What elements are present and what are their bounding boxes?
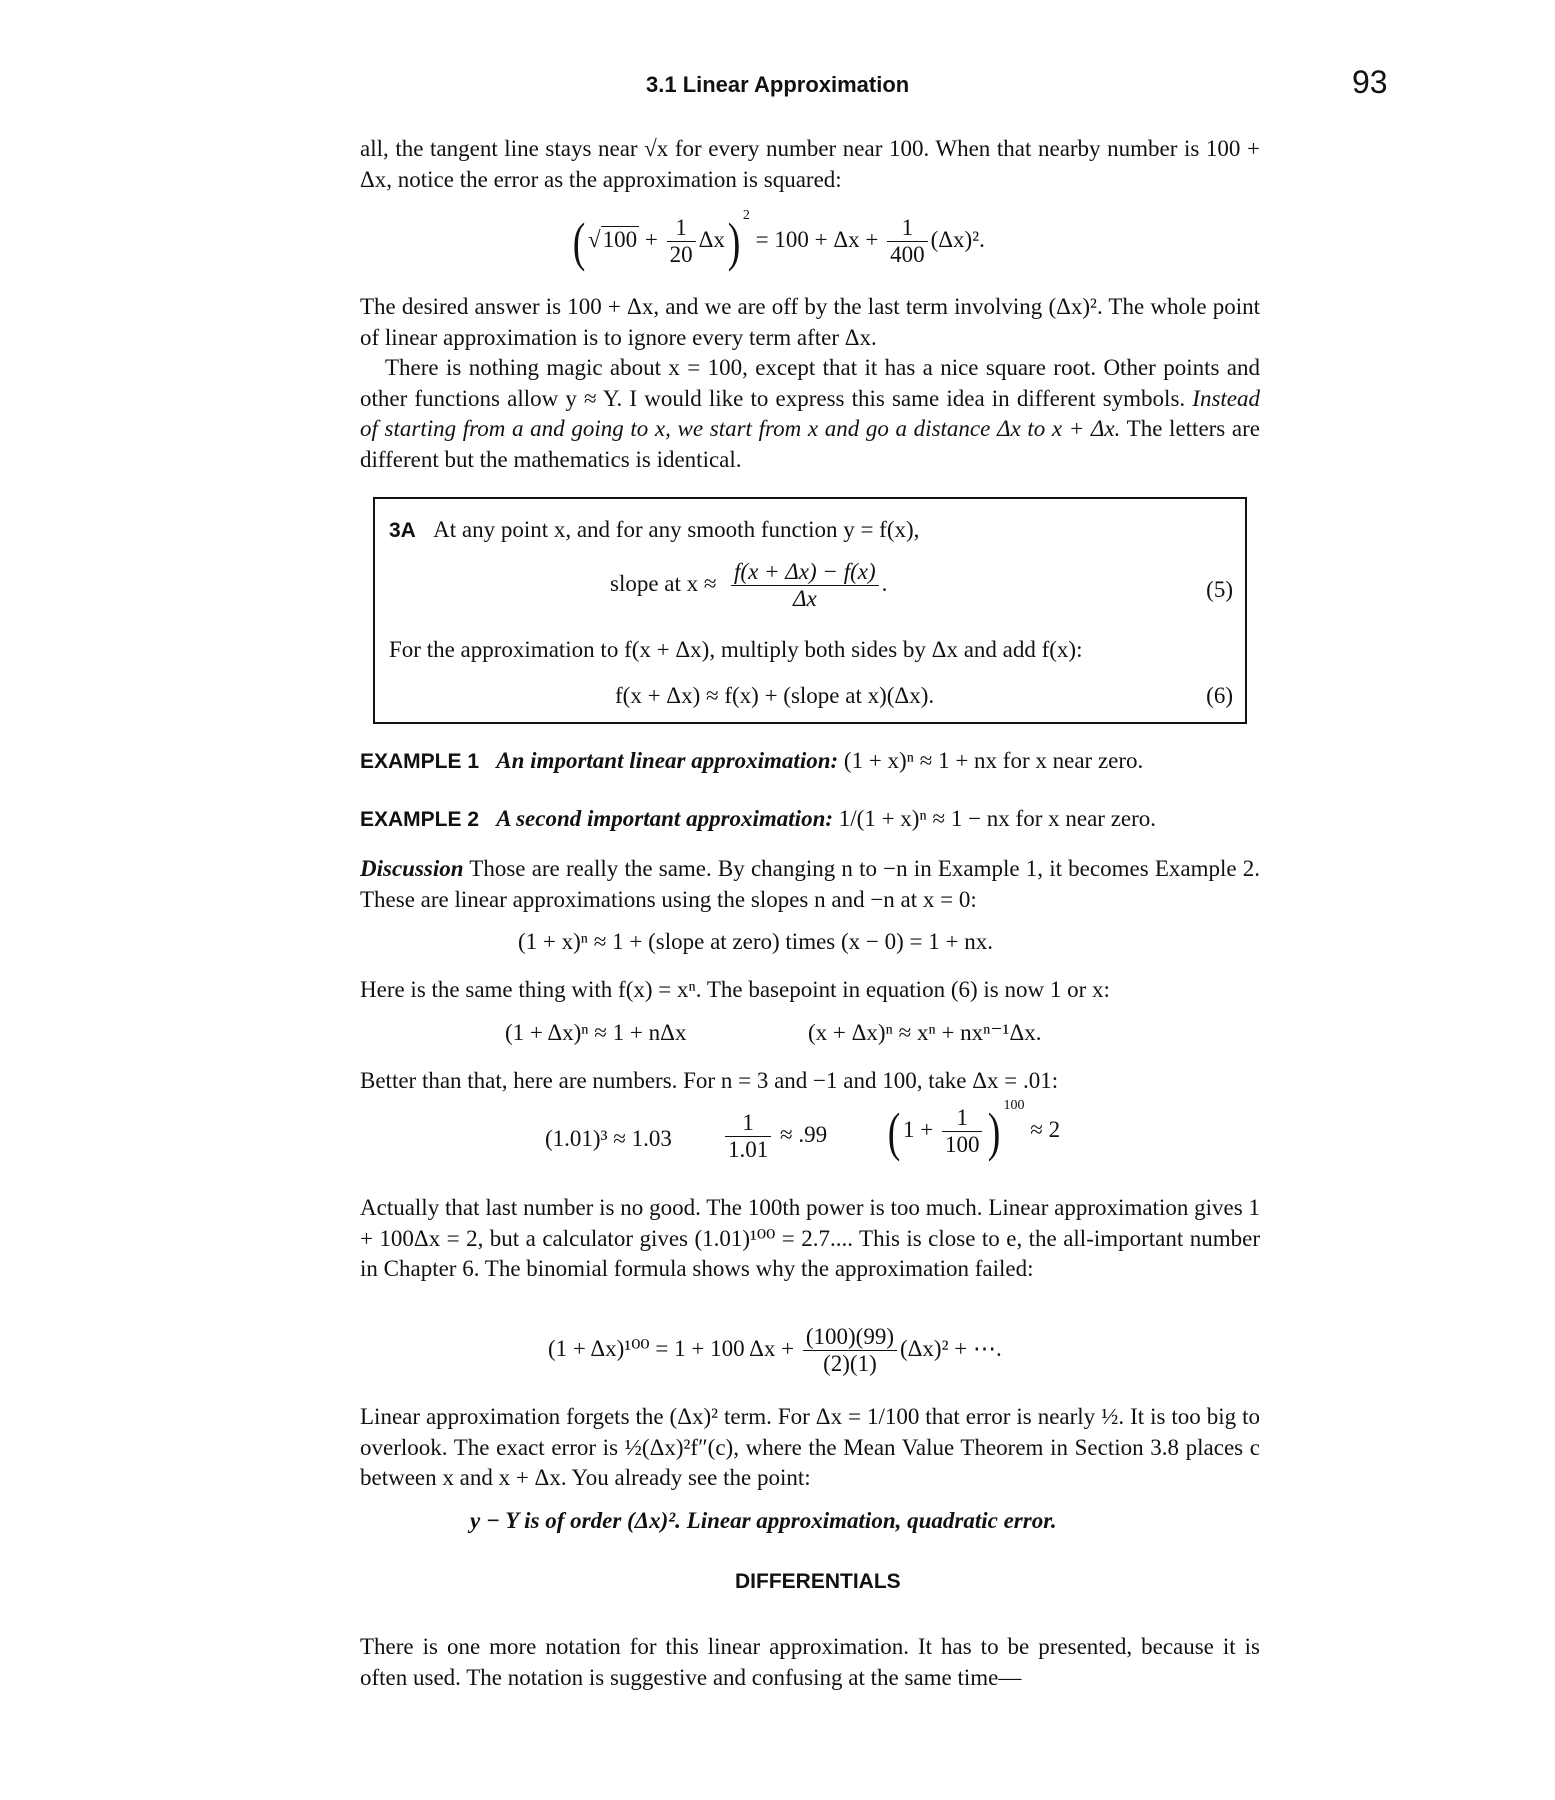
box-line1: 3A At any point x, and for any smooth function y = f(x), xyxy=(389,517,920,542)
paren-open: ( xyxy=(572,211,586,272)
box-line2: For the approximation to f(x + Δx), multiply both sides by Δx and add f(x): xyxy=(389,637,1083,662)
discussion-paragraph: Discussion Those are really the same. By changing n to −n in Example 1, it becomes Example 2. These are linear approximations using the slopes n and −n at x = 0: xyxy=(360,856,1260,912)
paragraph: Actually that last number is no good. The 100th power is too much. Linear approximation gives 1 + 100Δx = 2, but a calculator gives (1.01)¹⁰⁰ = 2.7.... This is close to e, the all-important number in Chapter 6. The binomial formula shows why the approximation failed: xyxy=(360,1195,1260,1281)
equation-6: f(x + Δx) ≈ f(x) + (slope at x)(Δx). xyxy=(615,683,935,708)
running-header: 3.1 Linear Approximation xyxy=(646,72,910,97)
paragraph: The desired answer is 100 + Δx, and we are off by the last term involving (Δx)². The whole point of linear approximation is to ignore every term after Δx. xyxy=(360,294,1260,350)
example-1: EXAMPLE 1 An important linear approximation: (1 + x)ⁿ ≈ 1 + nx for x near zero. xyxy=(360,748,1144,773)
equation-power-x: (x + Δx)ⁿ ≈ xⁿ + nxⁿ⁻¹Δx. xyxy=(808,1020,1042,1045)
sqrt-argument: 100 xyxy=(602,227,638,252)
section-heading: DIFFERENTIALS xyxy=(735,1570,901,1593)
equation-5: slope at x ≈ $\frac{f(x + \Delta x) - f(x)}{\Delta x}$ . xyxy=(610,559,888,611)
numeric-example-reciprocal: $\frac{1}{1.01}$ ≈ .99 xyxy=(722,1110,827,1163)
paragraph: all, the tangent line stays near √x for every number near 100. When that nearby number is 100 + Δx, notice the error as the approximation is squared: xyxy=(360,136,1260,192)
theorem-box-3A xyxy=(373,497,1247,724)
paragraph: Here is the same thing with f(x) = xⁿ. The basepoint in equation (6) is now 1 or x: xyxy=(360,977,1110,1002)
paragraph: Linear approximation forgets the (Δx)² term. For Δx = 1/100 that error is nearly ½. It is too big to overlook. The exact error is ½(Δx)²f″(c), where the Mean Value Theorem in Section 3.8 places c between x and x + Δx. You already see the point: xyxy=(360,1404,1260,1490)
equation-power-1: (1 + Δx)ⁿ ≈ 1 + nΔx xyxy=(505,1020,687,1045)
equation-binomial: (1 + Δx)¹⁰⁰ = 1 + 100 Δx + $\frac{(100)(99)}{(2)(1)}$ (Δx)² + ⋯. xyxy=(548,1324,1002,1376)
key-statement: y − Y is of order (Δx)². Linear approximation, quadratic error. xyxy=(470,1508,1057,1533)
fraction: $\frac{1}{400}$ xyxy=(887,215,928,268)
example-2: EXAMPLE 2 A second important approximation: 1/(1 + x)ⁿ ≈ 1 − nx for x near zero. xyxy=(360,806,1157,831)
numeric-example-cube: (1.01)³ ≈ 1.03 xyxy=(545,1126,672,1151)
page-number: 93 xyxy=(1352,64,1388,100)
paragraph: There is nothing magic about x = 100, except that it has a nice square root. Other points and other functions allow y ≈ Y. I would like to express this same idea in different symbols. Instead of starting from a and going to x, we start from x and go a distance Δx to x + Δx. The letters are different but the mathematics is identical. xyxy=(360,355,1260,472)
numeric-example-hundredth: ( 1 + $\frac{1}{100}$ ) $^{100}$ ≈ 2 xyxy=(887,1098,1061,1162)
paren-close: ) xyxy=(727,211,741,272)
paragraph: There is one more notation for this linear approximation. It has to be presented, because it is often used. The notation is suggestive and confusing at the same time— xyxy=(360,1634,1260,1690)
equation-number-5: (5) xyxy=(1206,577,1233,602)
equation-number-6: (6) xyxy=(1206,683,1233,708)
display-equation-square: ( √100 + $\frac{1}{20}$ Δx) $^2$ = 100 + Δx + $\frac{1}{400}$ (Δx)². xyxy=(572,208,985,272)
paragraph: Better than that, here are numbers. For n = 3 and −1 and 100, take Δx = .01: xyxy=(360,1068,1059,1093)
equation-slope-at-zero: (1 + x)ⁿ ≈ 1 + (slope at zero) times (x − 0) = 1 + nx. xyxy=(518,929,993,954)
fraction: $\frac{1}{20}$ xyxy=(667,215,696,268)
